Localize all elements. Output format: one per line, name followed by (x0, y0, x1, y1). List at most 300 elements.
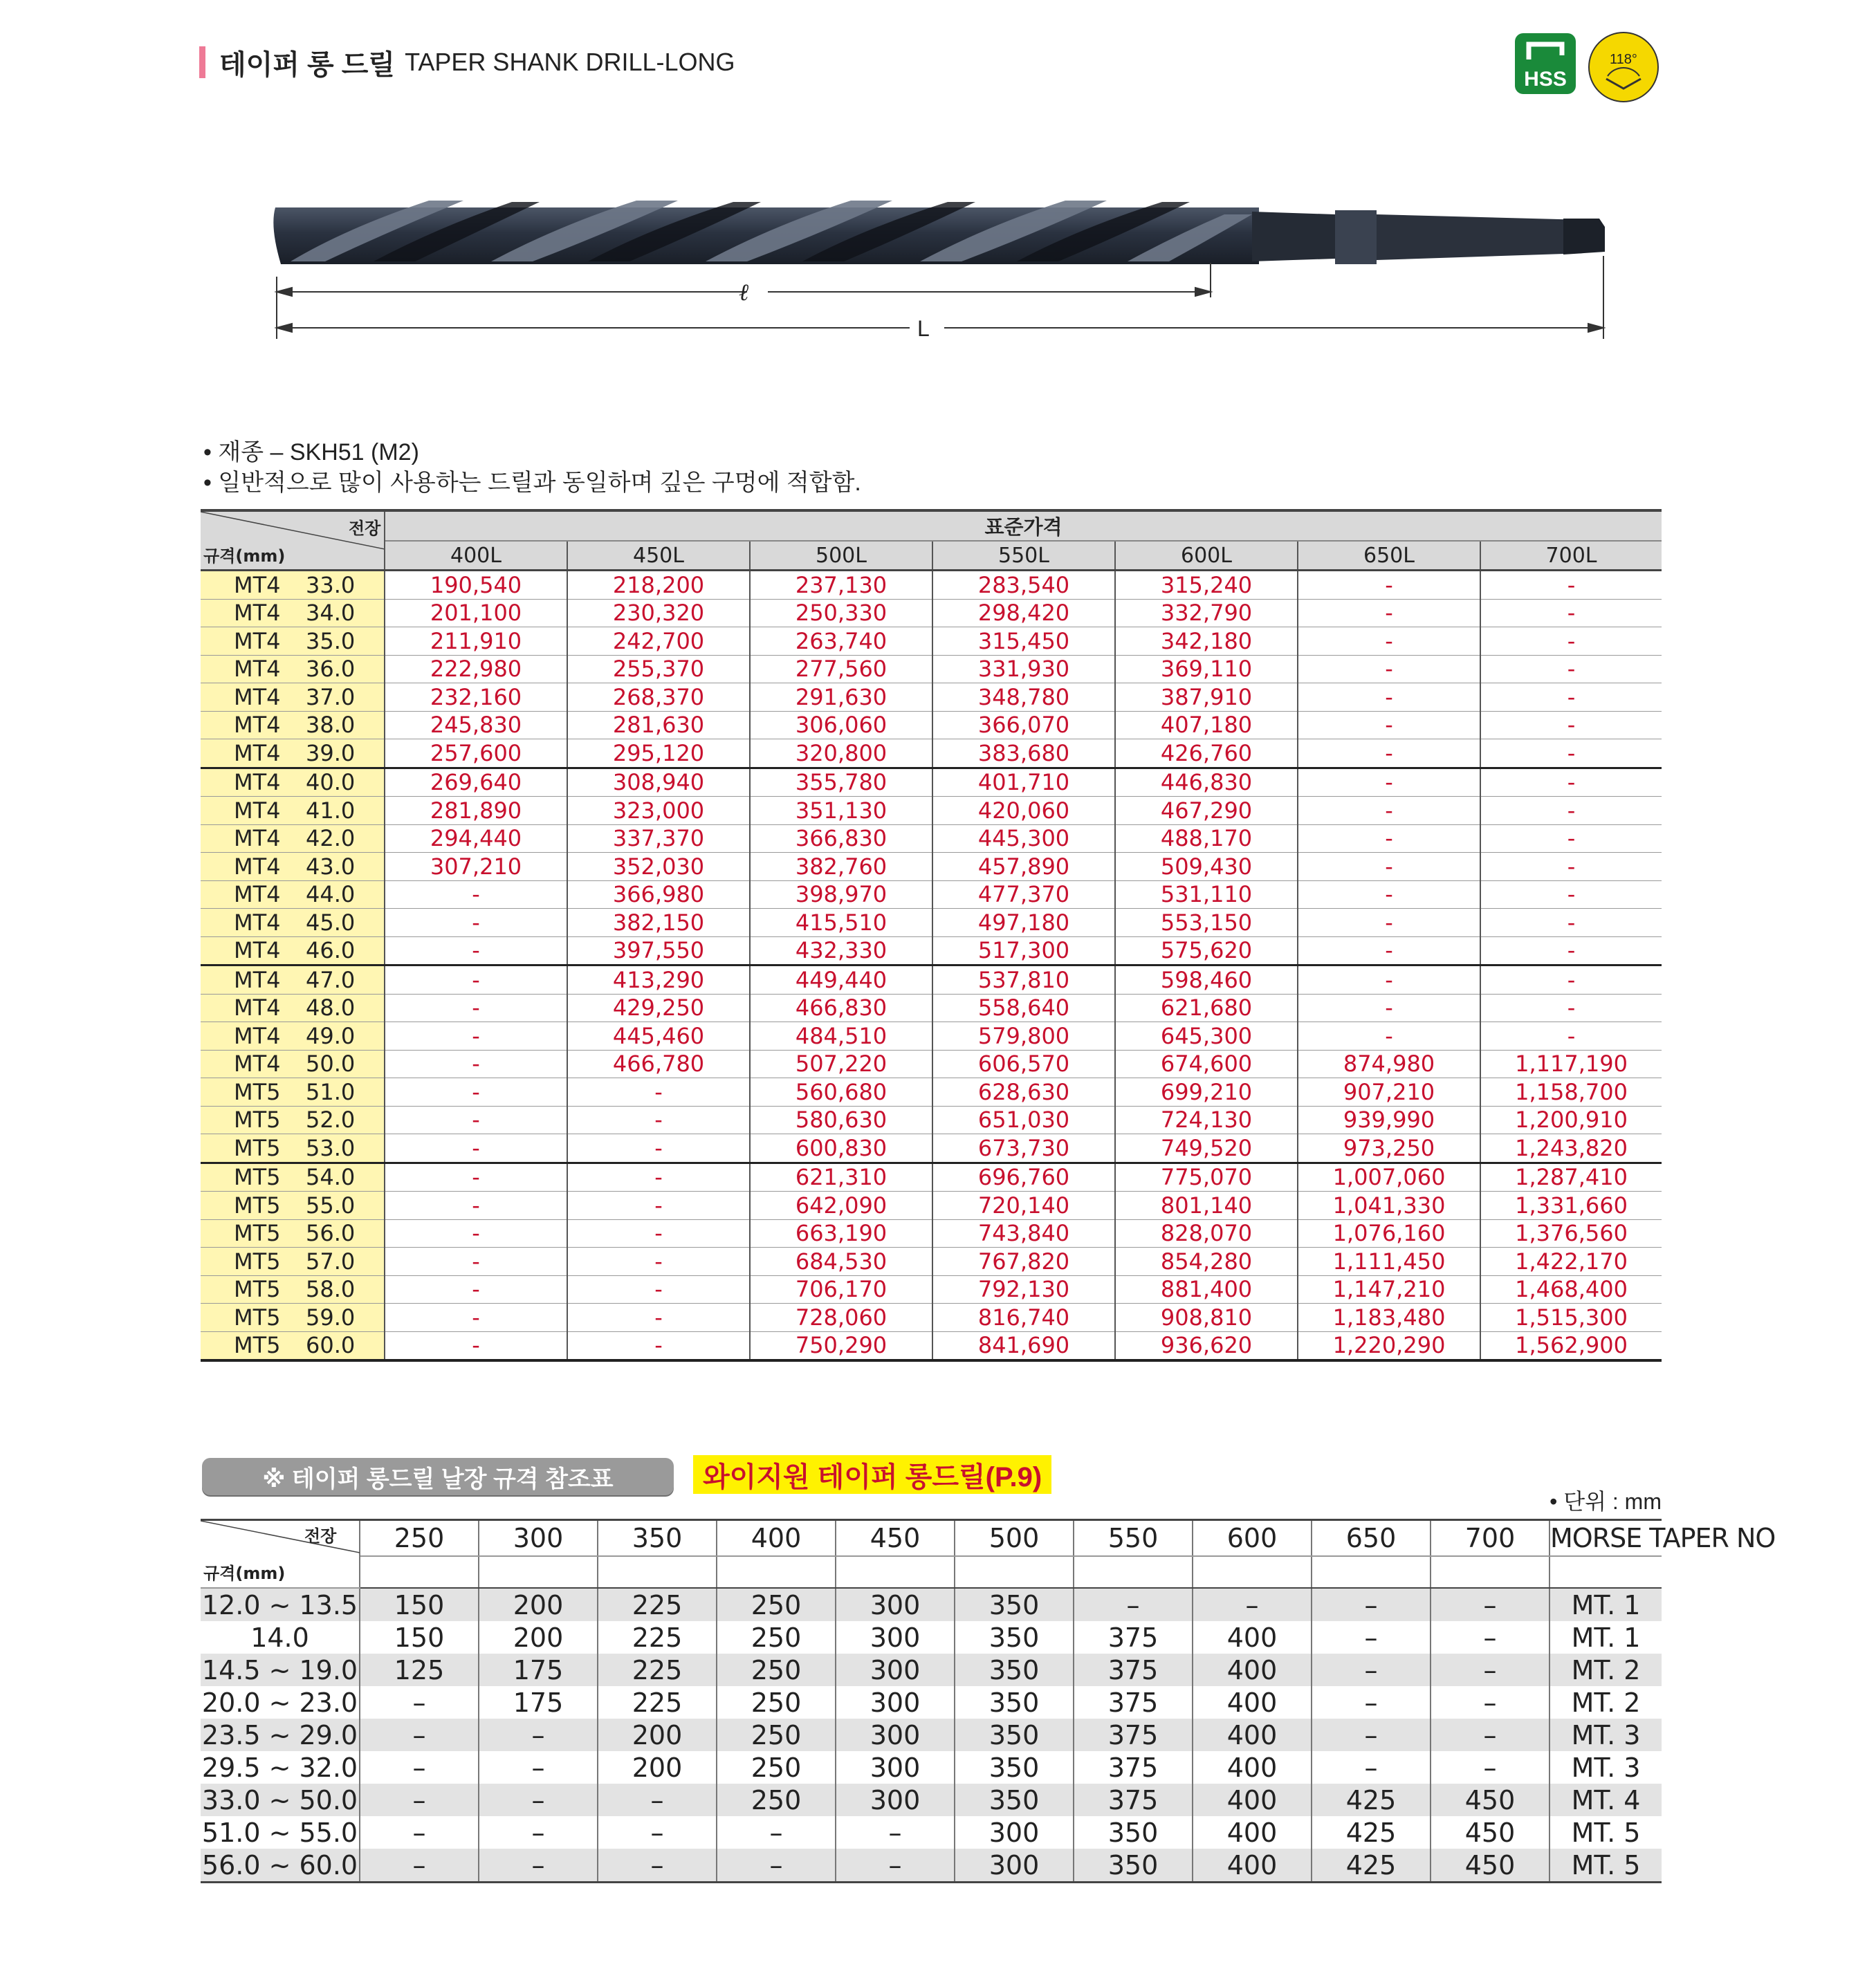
price-cell: - (385, 1219, 567, 1248)
price-cell: 445,460 (567, 1022, 750, 1051)
price-cell: 673,730 (932, 1134, 1115, 1163)
reference-value-cell: 400 (1193, 1719, 1312, 1751)
reference-value-cell: – (360, 1784, 479, 1816)
price-cell: - (1480, 853, 1662, 881)
reference-value-cell: 375 (1074, 1784, 1193, 1816)
reference-value-cell: – (479, 1719, 598, 1751)
price-cell: - (567, 1331, 750, 1360)
standard-price-header: 표준가격 (385, 510, 1662, 541)
morse-taper-label: MT4 (234, 909, 281, 936)
price-cell: - (385, 965, 567, 995)
price-cell: 1,468,400 (1480, 1275, 1662, 1304)
price-cell: 696,760 (932, 1163, 1115, 1192)
price-cell: 257,600 (385, 739, 567, 768)
price-cell: 575,620 (1115, 936, 1298, 965)
morse-taper-label: MT4 (234, 656, 281, 683)
price-cell: 263,740 (750, 627, 932, 656)
reference-column-header: 300 (479, 1520, 598, 1557)
reference-spec-cell: 56.0 ~ 60.0 (201, 1849, 360, 1883)
price-cell: 308,940 (567, 768, 750, 797)
header-spacer-cell (598, 1556, 717, 1588)
header-spacer-cell (836, 1556, 955, 1588)
reference-column-header: 450 (836, 1520, 955, 1557)
reference-value-cell: 375 (1074, 1751, 1193, 1784)
price-cell: - (1480, 599, 1662, 627)
price-cell: 190,540 (385, 571, 567, 600)
price-cell: 724,130 (1115, 1106, 1298, 1134)
drill-diameter-label: 50.0 (306, 1051, 356, 1078)
price-cell: - (1298, 627, 1480, 656)
price-cell: 348,780 (932, 683, 1115, 712)
price-cell: 537,810 (932, 965, 1115, 995)
price-cell: 484,510 (750, 1022, 932, 1051)
price-cell: 1,515,300 (1480, 1304, 1662, 1332)
reference-spec-cell: 20.0 ~ 23.0 (201, 1686, 360, 1719)
reference-value-cell: 125 (360, 1654, 479, 1686)
morse-taper-label: MT5 (234, 1078, 281, 1105)
price-cell: 283,540 (932, 571, 1115, 600)
reference-value-cell: – (836, 1849, 955, 1883)
price-cell: 382,150 (567, 909, 750, 937)
price-row (201, 711, 1662, 739)
price-cell: 315,450 (932, 627, 1115, 656)
morse-taper-label: MT5 (234, 1164, 281, 1191)
price-cell: - (385, 1248, 567, 1276)
price-cell: 792,130 (932, 1275, 1115, 1304)
price-cell: 218,200 (567, 571, 750, 600)
price-cell: 255,370 (567, 655, 750, 683)
drill-diameter-label: 39.0 (306, 739, 356, 766)
drill-diameter-label: 60.0 (306, 1332, 356, 1359)
drill-diameter-label: 45.0 (306, 909, 356, 936)
reference-value-cell: – (1074, 1588, 1193, 1621)
price-cell: 269,640 (385, 768, 567, 797)
reference-value-cell: – (717, 1816, 836, 1849)
header-spacer-cell (1312, 1556, 1431, 1588)
price-cell: 298,420 (932, 599, 1115, 627)
price-cell: 211,910 (385, 627, 567, 656)
price-cell: - (1480, 880, 1662, 909)
price-cell: - (567, 1078, 750, 1107)
price-cell: 560,680 (750, 1078, 932, 1107)
price-cell: - (385, 1331, 567, 1360)
price-cell: - (1480, 571, 1662, 600)
price-cell: 720,140 (932, 1192, 1115, 1220)
price-cell: - (1480, 627, 1662, 656)
reference-value-cell: – (836, 1816, 955, 1849)
note-description: • 일반적으로 많이 사용하는 드릴과 동일하며 깊은 구멍에 적합함. (203, 470, 861, 496)
price-cell: 449,440 (750, 965, 932, 995)
price-cell: 387,910 (1115, 683, 1298, 712)
header-spacer-cell (1431, 1556, 1549, 1588)
price-cell: 268,370 (567, 683, 750, 712)
reference-value-cell: – (1312, 1686, 1431, 1719)
price-row (201, 1078, 1662, 1107)
reference-value-cell: 350 (955, 1719, 1074, 1751)
price-cell: 398,970 (750, 880, 932, 909)
price-cell: 307,210 (385, 853, 567, 881)
reference-value-cell: 375 (1074, 1654, 1193, 1686)
price-cell: 663,190 (750, 1219, 932, 1248)
price-row (201, 1163, 1662, 1192)
price-cell: 320,800 (750, 739, 932, 768)
morse-taper-label: MT4 (234, 600, 281, 627)
price-column-header: 650L (1298, 541, 1480, 571)
price-cell: 457,890 (932, 853, 1115, 881)
price-cell: 432,330 (750, 936, 932, 965)
price-cell: - (385, 936, 567, 965)
reference-value-cell: 200 (479, 1621, 598, 1654)
price-row (201, 936, 1662, 965)
drill-diameter-label: 49.0 (306, 1022, 356, 1049)
reference-header-row (201, 1520, 1662, 1557)
price-cell: 466,830 (750, 994, 932, 1022)
header-spacer-cell (955, 1556, 1074, 1588)
title-english: TAPER SHANK DRILL-LONG (405, 48, 735, 76)
price-cell: 383,680 (932, 739, 1115, 768)
price-cell: 628,630 (932, 1078, 1115, 1107)
reference-value-cell: 250 (717, 1686, 836, 1719)
price-cell: - (385, 1050, 567, 1078)
price-row (201, 994, 1662, 1022)
morse-taper-label: MT4 (234, 797, 281, 824)
price-cell: - (1298, 683, 1480, 712)
morse-taper-label: MT4 (234, 712, 281, 739)
price-cell: - (1480, 655, 1662, 683)
reference-value-cell: 400 (1193, 1686, 1312, 1719)
reference-value-cell: 400 (1193, 1849, 1312, 1883)
price-cell: - (1298, 655, 1480, 683)
price-cell: 841,690 (932, 1331, 1115, 1360)
price-cell: 907,210 (1298, 1078, 1480, 1107)
reference-value-cell: 200 (598, 1751, 717, 1784)
price-row (201, 571, 1662, 600)
reference-value-cell: – (1431, 1751, 1549, 1784)
price-row (201, 909, 1662, 937)
morse-taper-cell: MT. 5 (1571, 1817, 1641, 1848)
price-cell: 936,620 (1115, 1331, 1298, 1360)
reference-value-cell: 400 (1193, 1654, 1312, 1686)
price-row-spec (201, 599, 385, 627)
price-cell: 446,830 (1115, 768, 1298, 797)
reference-column-header: 500 (955, 1520, 1074, 1557)
reference-value-cell: – (360, 1816, 479, 1849)
price-cell: - (567, 1248, 750, 1276)
drill-illustration (263, 187, 1619, 346)
reference-value-cell: 175 (479, 1654, 598, 1686)
price-cell: 413,290 (567, 965, 750, 995)
reference-value-cell: 200 (479, 1588, 598, 1621)
price-cell: - (1298, 739, 1480, 768)
reference-value-cell: – (479, 1751, 598, 1784)
reference-value-cell: 250 (717, 1654, 836, 1686)
morse-taper-label: MT5 (234, 1304, 281, 1331)
reference-column-header: 650 (1312, 1520, 1431, 1557)
header-spacer-cell (1193, 1556, 1312, 1588)
price-cell: - (1298, 711, 1480, 739)
hss-badge-icon (1514, 32, 1577, 95)
reference-value-cell: 425 (1312, 1849, 1431, 1883)
price-cell: 706,170 (750, 1275, 932, 1304)
reference-value-cell: 350 (955, 1654, 1074, 1686)
price-cell: - (1480, 683, 1662, 712)
reference-value-cell: – (1312, 1654, 1431, 1686)
price-cell: 352,030 (567, 853, 750, 881)
price-cell: 1,287,410 (1480, 1163, 1662, 1192)
price-cell: 1,111,450 (1298, 1248, 1480, 1276)
price-cell: - (567, 1275, 750, 1304)
price-row (201, 1248, 1662, 1276)
morse-taper-header: MORSE TAPER NO (1549, 1520, 1662, 1557)
header-spacer-cell (360, 1556, 479, 1588)
drill-diameter-label: 51.0 (306, 1078, 356, 1105)
price-cell: - (1298, 936, 1480, 965)
header-spacer-cell (717, 1556, 836, 1588)
price-cell: - (1480, 711, 1662, 739)
header-spacer-cell (479, 1556, 598, 1588)
price-cell: 351,130 (750, 797, 932, 825)
reference-value-cell: – (598, 1849, 717, 1883)
price-cell: 397,550 (567, 936, 750, 965)
price-cell: 1,183,480 (1298, 1304, 1480, 1332)
reference-value-cell: 225 (598, 1621, 717, 1654)
drill-diameter-label: 36.0 (306, 656, 356, 683)
corner-spec-label: 규격(mm) (203, 1564, 286, 1583)
reference-value-cell: 300 (836, 1719, 955, 1751)
price-column-header: 450L (567, 541, 750, 571)
morse-taper-label: MT4 (234, 1051, 281, 1078)
price-row (201, 739, 1662, 768)
price-cell: 445,300 (932, 824, 1115, 853)
price-row (201, 599, 1662, 627)
reference-value-cell: 350 (1074, 1849, 1193, 1883)
price-row (201, 1134, 1662, 1163)
price-row (201, 1275, 1662, 1304)
price-row-spec (201, 571, 385, 600)
price-cell: - (385, 1275, 567, 1304)
reference-value-cell: 300 (955, 1816, 1074, 1849)
reference-value-cell: – (1312, 1751, 1431, 1784)
price-cell: - (1298, 853, 1480, 881)
price-cell: 600,830 (750, 1134, 932, 1163)
reference-value-cell: – (360, 1719, 479, 1751)
morse-taper-label: MT4 (234, 739, 281, 766)
reference-value-cell: – (1431, 1621, 1549, 1654)
price-cell: 1,220,290 (1298, 1331, 1480, 1360)
reference-value-cell: 300 (836, 1751, 955, 1784)
price-cell: 816,740 (932, 1304, 1115, 1332)
price-cell: 497,180 (932, 909, 1115, 937)
price-row (201, 1331, 1662, 1360)
price-column-header: 500L (750, 541, 932, 571)
price-cell: 1,243,820 (1480, 1134, 1662, 1163)
reference-value-cell: 300 (836, 1588, 955, 1621)
reference-value-cell: 250 (717, 1719, 836, 1751)
price-cell: 1,158,700 (1480, 1078, 1662, 1107)
price-cell: 553,150 (1115, 909, 1298, 937)
drill-diameter-label: 57.0 (306, 1248, 356, 1275)
price-cell: - (567, 1106, 750, 1134)
price-row-spec (201, 1163, 385, 1192)
drill-diameter-label: 35.0 (306, 627, 356, 654)
price-row-spec (201, 1078, 385, 1107)
price-cell: - (1480, 936, 1662, 965)
price-row-spec (201, 683, 385, 712)
price-cell: 828,070 (1115, 1219, 1298, 1248)
price-cell: 366,830 (750, 824, 932, 853)
morse-taper-cell: MT. 4 (1549, 1784, 1662, 1816)
reference-column-header: 600 (1193, 1520, 1312, 1557)
price-cell: 1,147,210 (1298, 1275, 1480, 1304)
reference-column-header: 400 (717, 1520, 836, 1557)
price-cell: 369,110 (1115, 655, 1298, 683)
morse-taper-label: MT4 (234, 1022, 281, 1049)
price-row (201, 768, 1662, 797)
price-cell: 382,760 (750, 853, 932, 881)
price-cell: 642,090 (750, 1192, 932, 1220)
price-cell: 743,840 (932, 1219, 1115, 1248)
reference-value-cell: 300 (836, 1621, 955, 1654)
reference-value-cell: 200 (598, 1719, 717, 1751)
drill-diameter-label: 54.0 (306, 1164, 356, 1191)
reference-table-label: ※ 테이퍼 롱드릴 날장 규격 참조표 (202, 1458, 674, 1495)
reference-spec-cell: 51.0 ~ 55.0 (201, 1816, 360, 1849)
morse-taper-cell: MT. 2 (1571, 1687, 1641, 1718)
price-row-spec (201, 880, 385, 909)
price-cell: 749,520 (1115, 1134, 1298, 1163)
price-cell: - (385, 1078, 567, 1107)
drill-diameter-label: 48.0 (306, 995, 356, 1022)
price-row (201, 1050, 1662, 1078)
price-row-spec (201, 936, 385, 965)
morse-taper-label: MT5 (234, 1220, 281, 1247)
price-cell: 242,700 (567, 627, 750, 656)
reference-column-header: 550 (1074, 1520, 1193, 1557)
price-row (201, 1106, 1662, 1134)
reference-value-cell: 300 (836, 1654, 955, 1686)
price-cell: 488,170 (1115, 824, 1298, 853)
drill-diameter-label: 56.0 (306, 1220, 356, 1247)
reference-value-cell: 450 (1431, 1784, 1549, 1816)
reference-row (201, 1784, 1662, 1816)
morse-taper-label: MT4 (234, 683, 281, 710)
price-cell: - (567, 1304, 750, 1332)
price-cell: 767,820 (932, 1248, 1115, 1276)
price-row-spec (201, 797, 385, 825)
price-cell: 237,130 (750, 571, 932, 600)
price-cell: 651,030 (932, 1106, 1115, 1134)
reference-page-link[interactable]: 와이지원 테이퍼 롱드릴(P.9) (693, 1455, 1051, 1494)
price-cell: 908,810 (1115, 1304, 1298, 1332)
reference-row (201, 1719, 1662, 1751)
reference-row (201, 1588, 1662, 1621)
reference-value-cell: 400 (1193, 1751, 1312, 1784)
drill-diameter-label: 53.0 (306, 1134, 356, 1161)
title-accent-bar (199, 46, 205, 78)
price-cell: 881,400 (1115, 1275, 1298, 1304)
drill-diameter-label: 42.0 (306, 825, 356, 852)
morse-taper-label: MT5 (234, 1332, 281, 1359)
reference-value-cell: – (1193, 1588, 1312, 1621)
reference-value-cell: – (598, 1816, 717, 1849)
reference-row (201, 1654, 1662, 1686)
price-row (201, 627, 1662, 656)
reference-row (201, 1621, 1662, 1654)
reference-spec-cell: 14.0 (201, 1621, 360, 1654)
price-cell: 230,320 (567, 599, 750, 627)
reference-value-cell: 375 (1074, 1719, 1193, 1751)
reference-value-cell: – (479, 1816, 598, 1849)
price-row-spec (201, 1275, 385, 1304)
price-cell: - (1298, 599, 1480, 627)
morse-taper-label: MT4 (234, 937, 281, 964)
price-cell: - (385, 909, 567, 937)
morse-taper-label: MT4 (234, 995, 281, 1022)
price-cell: 407,180 (1115, 711, 1298, 739)
price-cell: 295,120 (567, 739, 750, 768)
price-cell: 201,100 (385, 599, 567, 627)
price-row (201, 1022, 1662, 1051)
price-cell: 281,630 (567, 711, 750, 739)
price-row-spec (201, 1106, 385, 1134)
price-table (201, 509, 1662, 1362)
price-row-spec (201, 1331, 385, 1360)
price-cell: 245,830 (385, 711, 567, 739)
price-cell: 331,930 (932, 655, 1115, 683)
morse-taper-label: MT4 (234, 825, 281, 852)
price-cell: - (567, 1134, 750, 1163)
reference-column-header: 350 (598, 1520, 717, 1557)
reference-value-cell: – (360, 1686, 479, 1719)
price-cell: 775,070 (1115, 1163, 1298, 1192)
price-cell: 579,800 (932, 1022, 1115, 1051)
price-row-spec (201, 1050, 385, 1078)
reference-value-cell: – (1312, 1588, 1431, 1621)
price-row-spec (201, 739, 385, 768)
price-row-spec (201, 1219, 385, 1248)
price-cell: - (1480, 994, 1662, 1022)
drill-diameter-label: 44.0 (306, 881, 356, 908)
drill-diameter-label: 41.0 (306, 797, 356, 824)
price-row (201, 824, 1662, 853)
price-cell: - (1480, 739, 1662, 768)
price-cell: 401,710 (932, 768, 1115, 797)
corner-spec-label: 규격(mm) (203, 546, 286, 566)
reference-value-cell: 400 (1193, 1784, 1312, 1816)
reference-spec-cell: 12.0 ~ 13.5 (201, 1588, 360, 1621)
price-cell: 1,562,900 (1480, 1331, 1662, 1360)
price-row (201, 683, 1662, 712)
price-cell: 466,780 (567, 1050, 750, 1078)
reference-value-cell: – (598, 1784, 717, 1816)
reference-value-cell: 225 (598, 1588, 717, 1621)
flute-length-reference-table (201, 1519, 1776, 1883)
price-row-spec (201, 824, 385, 853)
dimension-total-label: L (917, 316, 930, 341)
price-cell: 1,200,910 (1480, 1106, 1662, 1134)
header-spacer-cell (1074, 1556, 1193, 1588)
reference-value-cell: 300 (836, 1686, 955, 1719)
reference-value-cell: – (1431, 1686, 1549, 1719)
price-cell: - (385, 1134, 567, 1163)
price-cell: 323,000 (567, 797, 750, 825)
price-column-header: 550L (932, 541, 1115, 571)
price-cell: - (567, 1219, 750, 1248)
price-cell: 342,180 (1115, 627, 1298, 656)
price-row (201, 655, 1662, 683)
reference-value-cell: 375 (1074, 1686, 1193, 1719)
morse-taper-label: MT4 (234, 769, 281, 796)
